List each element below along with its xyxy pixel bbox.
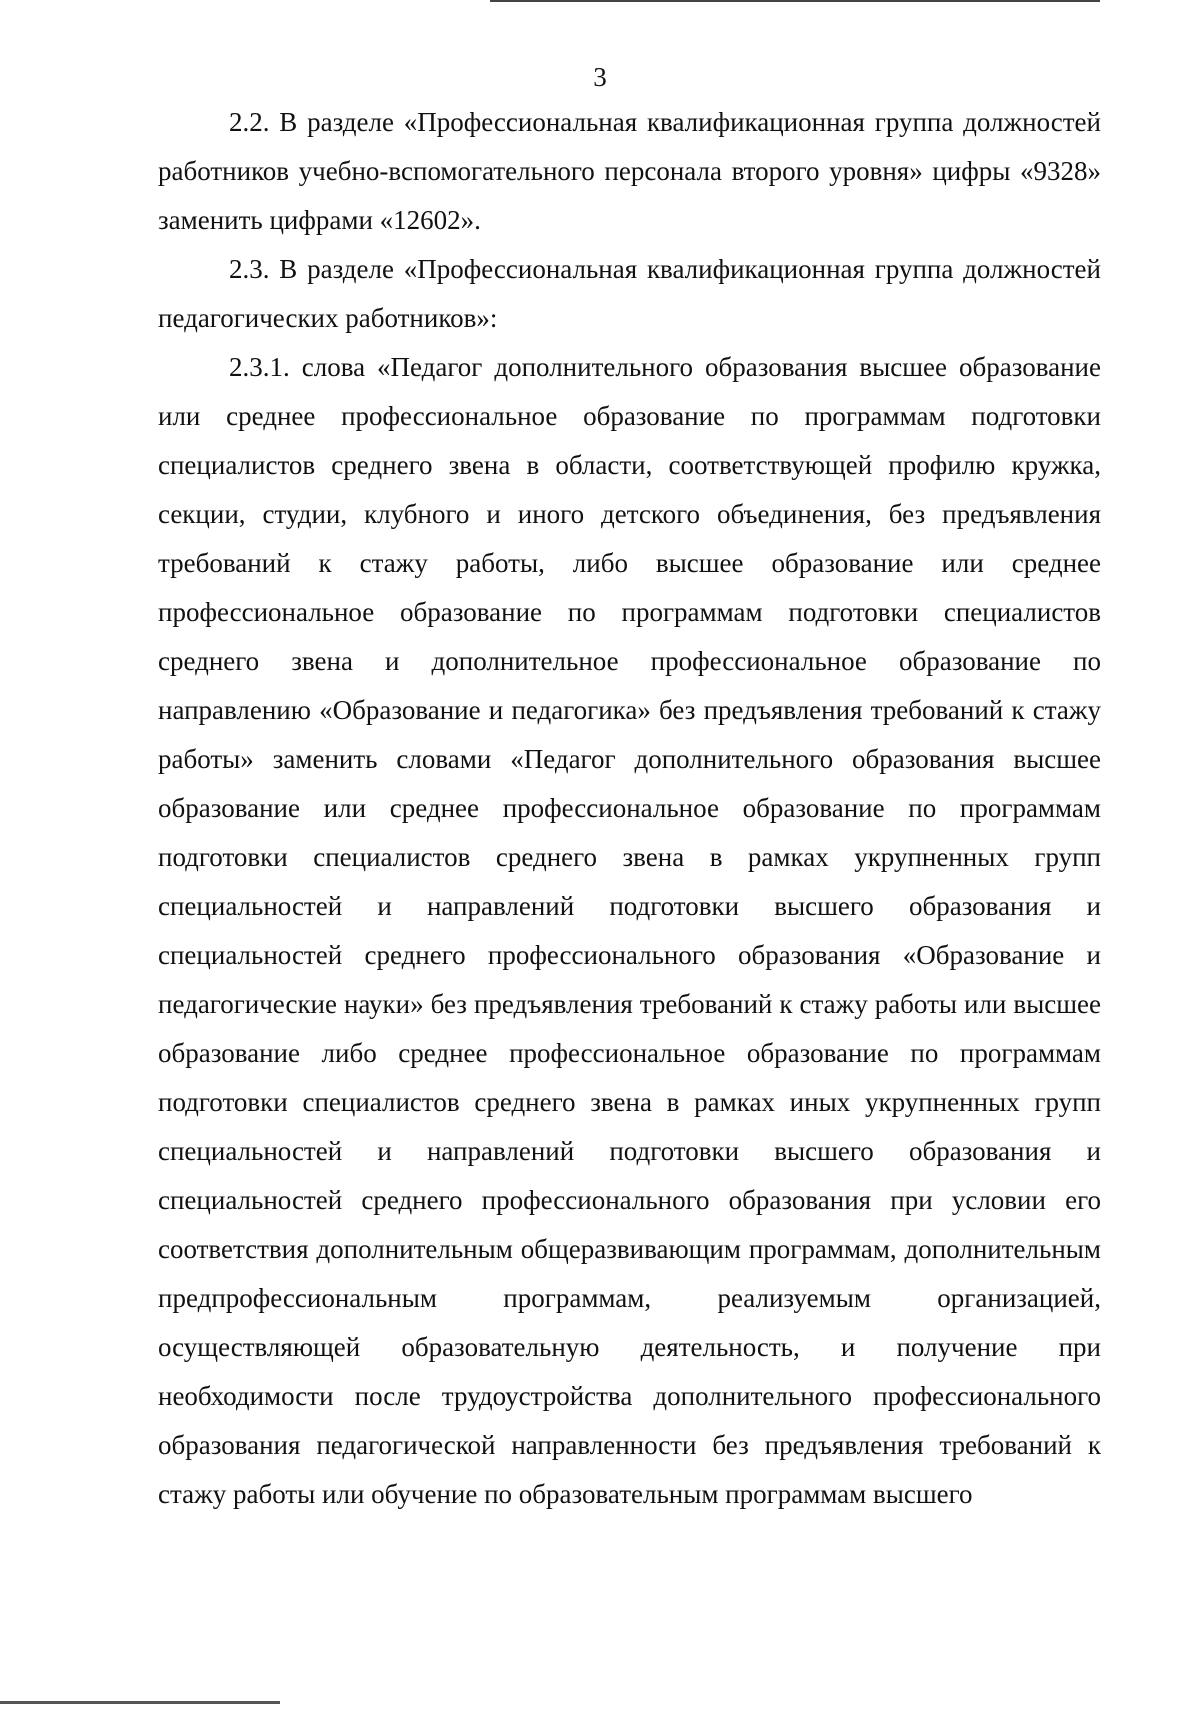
scan-edge-bottom bbox=[0, 1701, 280, 1704]
paragraph-2-2: 2.2. В разделе «Профессиональная квалификационная группа должностей работников учебно-вспомогательного персонала второго уровня» цифры «9328» заменить цифрами «12602». bbox=[158, 107, 1101, 235]
page-number: 3 bbox=[593, 62, 607, 92]
paragraph-2-3: 2.3. В разделе «Профессиональная квалификационная группа должностей педагогических работников»: bbox=[158, 254, 1101, 333]
paragraph-2-3-1: 2.3.1. слова «Педагог дополнительного образования высшее образование или среднее профессиональное образование по программам подготовки специалистов среднего звена в области, соответствующей профилю кружка, секции, студии, клубного и иного детского объединения, без предъявления требований к стажу работы, либо высшее образование или среднее профессиональное образование по программам подготовки специалистов среднего звена и дополнительное профессиональное образование по направлению «Образование и педагогика» без предъявления требований к стажу работы» заменить словами «Педагог дополнительного образования высшее образование или среднее профессиональное образование по программам подготовки специалистов среднего звена в рамках укрупненных групп специальностей и направлений подготовки высшего образования и специальностей среднего профессионального образования «Образование и педагогические науки» без предъявления требований к стажу работы или высшее образование либо среднее профессиональное образование по программам подготовки специалистов среднего звена в рамках иных укрупненных групп специальностей и направлений подготовки высшего образования и специальностей среднего профессионального образования при условии его соответствия дополнительным общеразвивающим программам, дополнительным предпрофессиональным программам, реализуемым организацией, осуществляющей образовательную деятельность, и получение при необходимости после трудоустройства дополнительного профессионального образования педагогической направленности без предъявления требований к стажу работы или обучение по образовательным программам высшего bbox=[158, 352, 1101, 1509]
document-body bbox=[158, 98, 1101, 1519]
scan-edge-top bbox=[490, 0, 1100, 2]
